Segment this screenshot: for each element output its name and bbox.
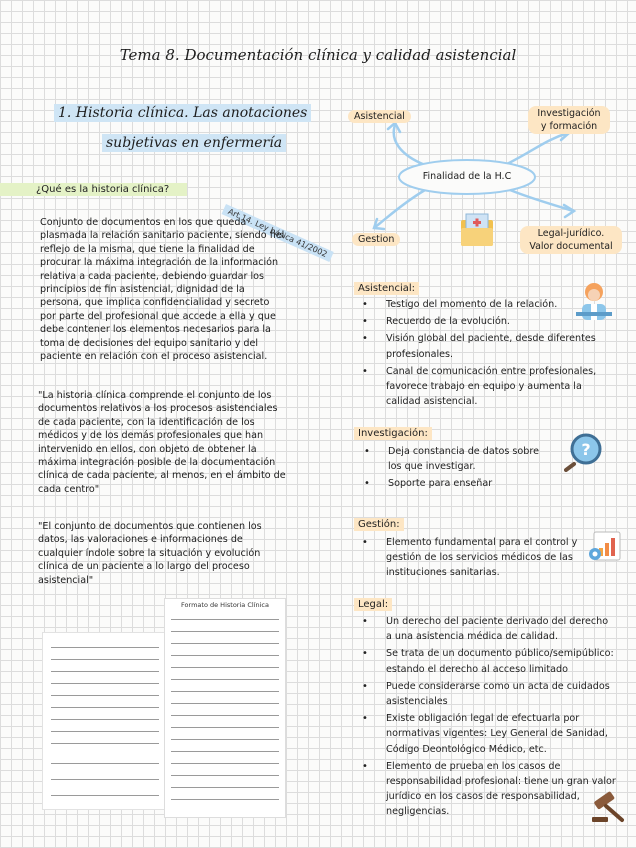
list-item: • Recuerdo de la evolución. [358, 314, 598, 329]
section-title-line1: 1. Historia clínica. Las anotaciones [54, 104, 311, 122]
page-title: Tema 8. Documentación clínica y calidad asistencial [119, 46, 517, 64]
list-investigacion [360, 444, 550, 494]
gavel-icon [590, 790, 628, 824]
list-item: • Puede considerarse como un acta de cuidados asistenciales [358, 679, 616, 709]
law-reference-stamp: Art 14. Ley básica 41/2002 [222, 204, 334, 262]
list-item: • Elemento de prueba en los casos de responsabilidad profesional: tiene un gran valor jurídico en los casos de responsabilidad, negligencias. [358, 759, 616, 820]
list-item: • Canal de comunicación entre profesionales, favorece trabajo en equipo y aumenta la calidad asistencial. [358, 364, 598, 410]
group-label-legal: Legal: [354, 598, 392, 611]
question-heading: ¿Qué es la historia clínica? [36, 184, 170, 195]
list-item: • Testigo del momento de la relación. [358, 297, 598, 312]
list-item: • Se trata de un documento público/semipúblico: estando el derecho al acceso limitado [358, 646, 616, 676]
group-label-asistencial: Asistencial: [354, 282, 419, 295]
form-page-right [164, 598, 286, 818]
form-page-left [42, 632, 168, 810]
list-item: • Elemento fundamental para el control y gestión de los servicios médicos de las instituciones sanitarias. [358, 535, 584, 581]
definition-paragraph-3: "El conjunto de documentos que contienen los datos, las valoraciones e informaciones de cualquier índole sobre la situación y evolución clínica de un paciente a lo largo del proceso asistencial" [38, 521, 262, 586]
clinical-history-form-image [42, 598, 282, 816]
definition-paragraph-2: "La historia clínica comprende el conjunto de los documentos relativos a los procesos asistenciales de cada paciente, con la identificación de los médicos y de los demás profesionales que han intervenido en ellos, con objeto de obtener la máxima integración posible de la documentación clínica de cada paciente, al menos, en el ámbito de cada centro" [38, 390, 286, 495]
mindmap-legal: Legal-jurídico. Valor documental [520, 226, 622, 254]
nurse-icon [574, 280, 614, 324]
report-chart-icon [588, 530, 624, 562]
medical-folder-icon [458, 212, 498, 250]
mindmap-gestion: Gestion [352, 233, 400, 246]
question-magnifier-icon [564, 432, 608, 472]
mindmap-investigacion: Investigación y formación [528, 106, 610, 134]
section-title-line2: subjetivas en enfermería [102, 134, 286, 152]
list-item: • Visión global del paciente, desde diferentes profesionales. [358, 331, 598, 361]
group-label-gestion: Gestión: [354, 518, 404, 531]
list-item: • Existe obligación legal de efectuarla por normativas vigentes: Ley General de Sanidad, Código Deontológico Médico, etc. [358, 711, 616, 757]
group-label-investigacion: Investigación: [354, 427, 432, 440]
list-asistencial [358, 297, 598, 411]
mindmap-center: Finalidad de la H.C [422, 171, 512, 182]
list-item: • Deja constancia de datos sobre los que investigar. [360, 444, 550, 474]
mindmap-asistencial: Asistencial [348, 110, 411, 123]
list-item: • Un derecho del paciente derivado del derecho a una asistencia médica de calidad. [358, 614, 616, 644]
svg-text:?: ? [581, 440, 591, 459]
list-legal [358, 614, 616, 822]
list-item: • Soporte para enseñar [360, 476, 550, 491]
definition-paragraph-1: Conjunto de documentos en los que queda plasmada la relación sanitario paciente, siendo fiel reflejo de la misma, que tiene la finalidad de procurar la máxima integración de la información relativa a cada paciente, debiendo guardar los principios de fin asistencial, dignidad de la persona, que implica confidencialidad y secreto por parte del profesional que accede a ella y que debe contener los elementos necesarios para la toma de decisiones del equipo sanitario y del paciente en relación con el proceso asistencial. [40, 217, 285, 363]
list-gestion [358, 535, 584, 583]
form-title: Formato de Historia Clínica [181, 601, 269, 609]
